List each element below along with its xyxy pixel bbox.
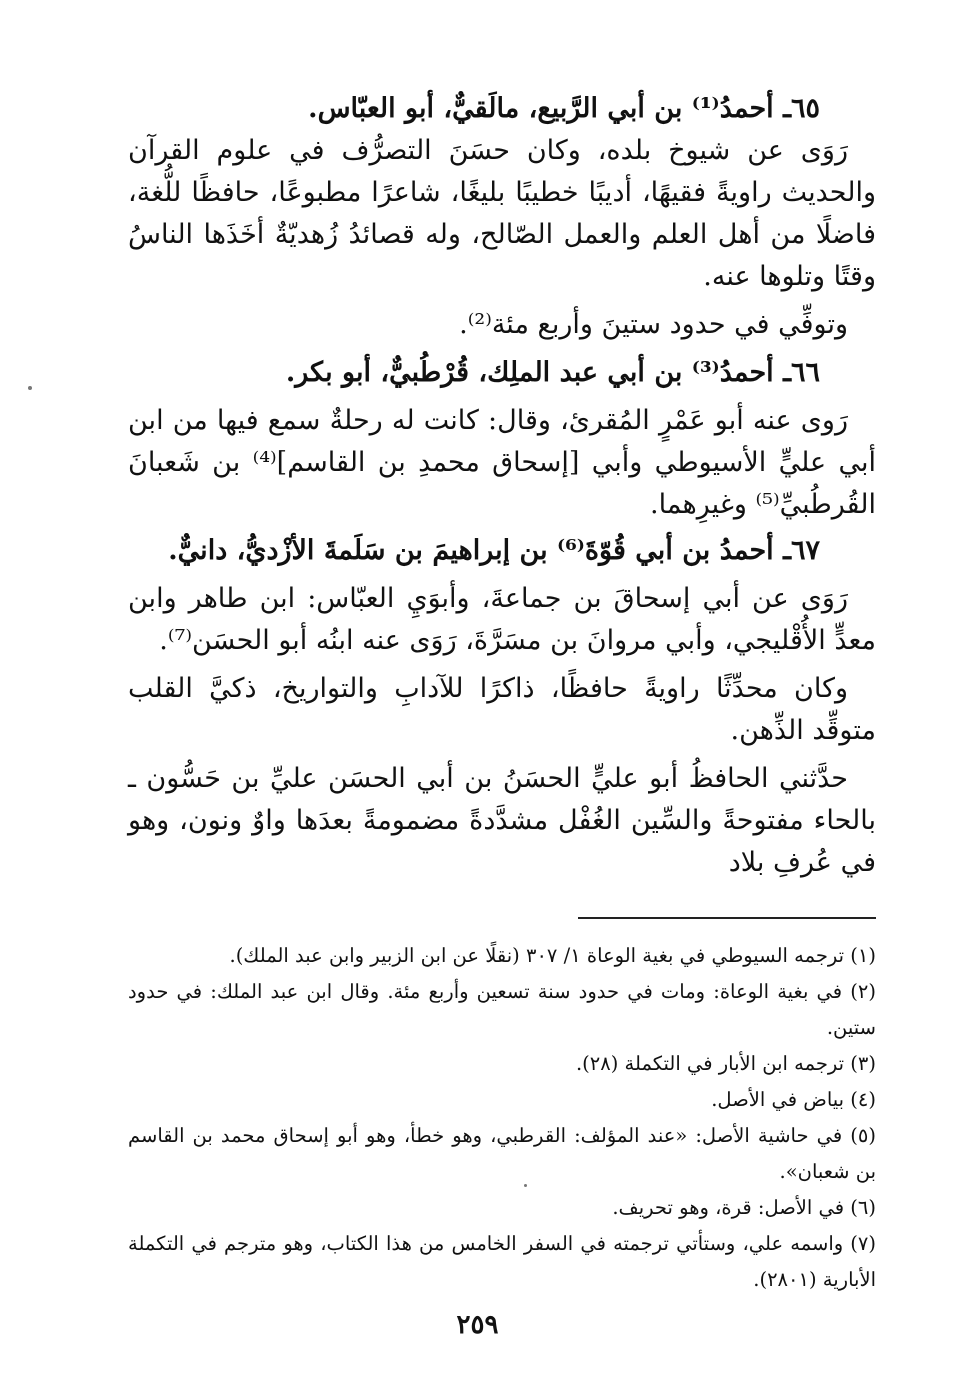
entry-65-heading: ٦٥ـ أحمدُ⁽¹⁾ بن أبي الرَّبيع، مالَقيٌّ، أبو العبّاس. xyxy=(308,93,820,124)
footnote-6: (٦) في الأصل: قرة، وهو تحريف. xyxy=(612,1196,876,1219)
footnote-separator xyxy=(578,917,876,919)
scan-speck xyxy=(28,386,32,390)
page-number: ٢٥٩ xyxy=(456,1310,499,1340)
entry-67-paragraph-2: وكان محدِّثًا راويةً حافظًا، ذاكرًا للآدابِ والتواريخ، ذكيَّ القلب متوقِّد الذِّهن. xyxy=(128,673,876,746)
entry-67-paragraph-1: رَوَى عن أبي إسحاقَ بن جماعةَ، وأبوَيِ العبّاس: ابن طاهر وابن معدٍّ الأُقْليجي، وأبي مروانَ بن مسَرَّةَ، رَوَى عنه ابنُه أبو الحسَن⁽⁷⁾. xyxy=(128,583,876,656)
footnote-4: (٤) بياض في الأصل. xyxy=(711,1088,876,1111)
main-text xyxy=(128,88,876,884)
entry-67-heading: ٦٧ـ أحمدُ بن أبي قُوّةَ⁽⁶⁾ بن إبراهيمَ بن سَلَمةَ الأزْديُّ، دانيٌّ. xyxy=(168,535,820,566)
entry-65-paragraph-2: وتوفِّي في حدود ستينَ وأربع مئة⁽²⁾. xyxy=(459,309,848,340)
footnote-5: (٥) في حاشية الأصل: «عند المؤلف: القرطبي، وهو خطأ، وهو أبو إسحاق محمد بن القاسم بن شعبان». xyxy=(128,1124,876,1183)
footnote-3: (٣) ترجمه ابن الأبار في التكملة (٢٨). xyxy=(575,1052,876,1075)
entry-66-heading: ٦٦ـ أحمدُ⁽³⁾ بن أبي عبد الملِك، قُرْطُبيٌّ، أبو بكر. xyxy=(285,357,820,388)
entry-67-paragraph-3: حدَّثني الحافظُ أبو عليٍّ الحسَنُ بن أبي الحسَن عليِّ بن حَسُّون ـ بالحاء مفتوحةً والسِّين الغُفْل مشدَّدةً مضمومةً بعدَها واوٌ ونون، وهو في عُرفِ بلاد xyxy=(128,763,876,878)
footnote-2: (٢) في بغية الوعاة: ومات في حدود سنة تسعين وأربع مئة. وقال ابن عبد الملك: في حدود ستين. xyxy=(128,980,876,1039)
scan-speck xyxy=(524,1184,527,1187)
footnotes xyxy=(128,938,876,1298)
entry-65-paragraph-1: رَوَى عن شيوخ بلده، وكان حسَنَ التصرُّف في علوم القرآن والحديث راويةً فقيهًا، أديبًا خطيبًا بليغًا، شاعرًا مطبوعًا، حافظًا للُّغة، فاضلًا من أهل العلم والعمل الصّالح، وله قصائدُ زُهديّةٌ أخَذَها الناسُ وقتًا وتلوها عنه. xyxy=(128,135,876,292)
entry-66-paragraph-1: رَوى عنه أبو عَمْرٍ المُقرئ، وقال: كانت له رحلةٌ سمع فيها من ابن أبي عليٍّ الأسيوطي وأبي [إسحاق محمدِ بن القاسم]⁽⁴⁾ بن شَعبانَ القُرطُبيِّ⁽⁵⁾ وغيرِهما. xyxy=(128,405,876,520)
footnote-1: (١) ترجمه السيوطي في بغية الوعاة ١/ ٣٠٧ (نقلًا عن ابن الزبير وابن عبد الملك). xyxy=(229,944,876,967)
footnote-7: (٧) واسمه علي، وستأتي ترجمته في السفر الخامس من هذا الكتاب، وهو مترجم في التكملة الأبارية (٢٨٠١). xyxy=(128,1232,876,1291)
